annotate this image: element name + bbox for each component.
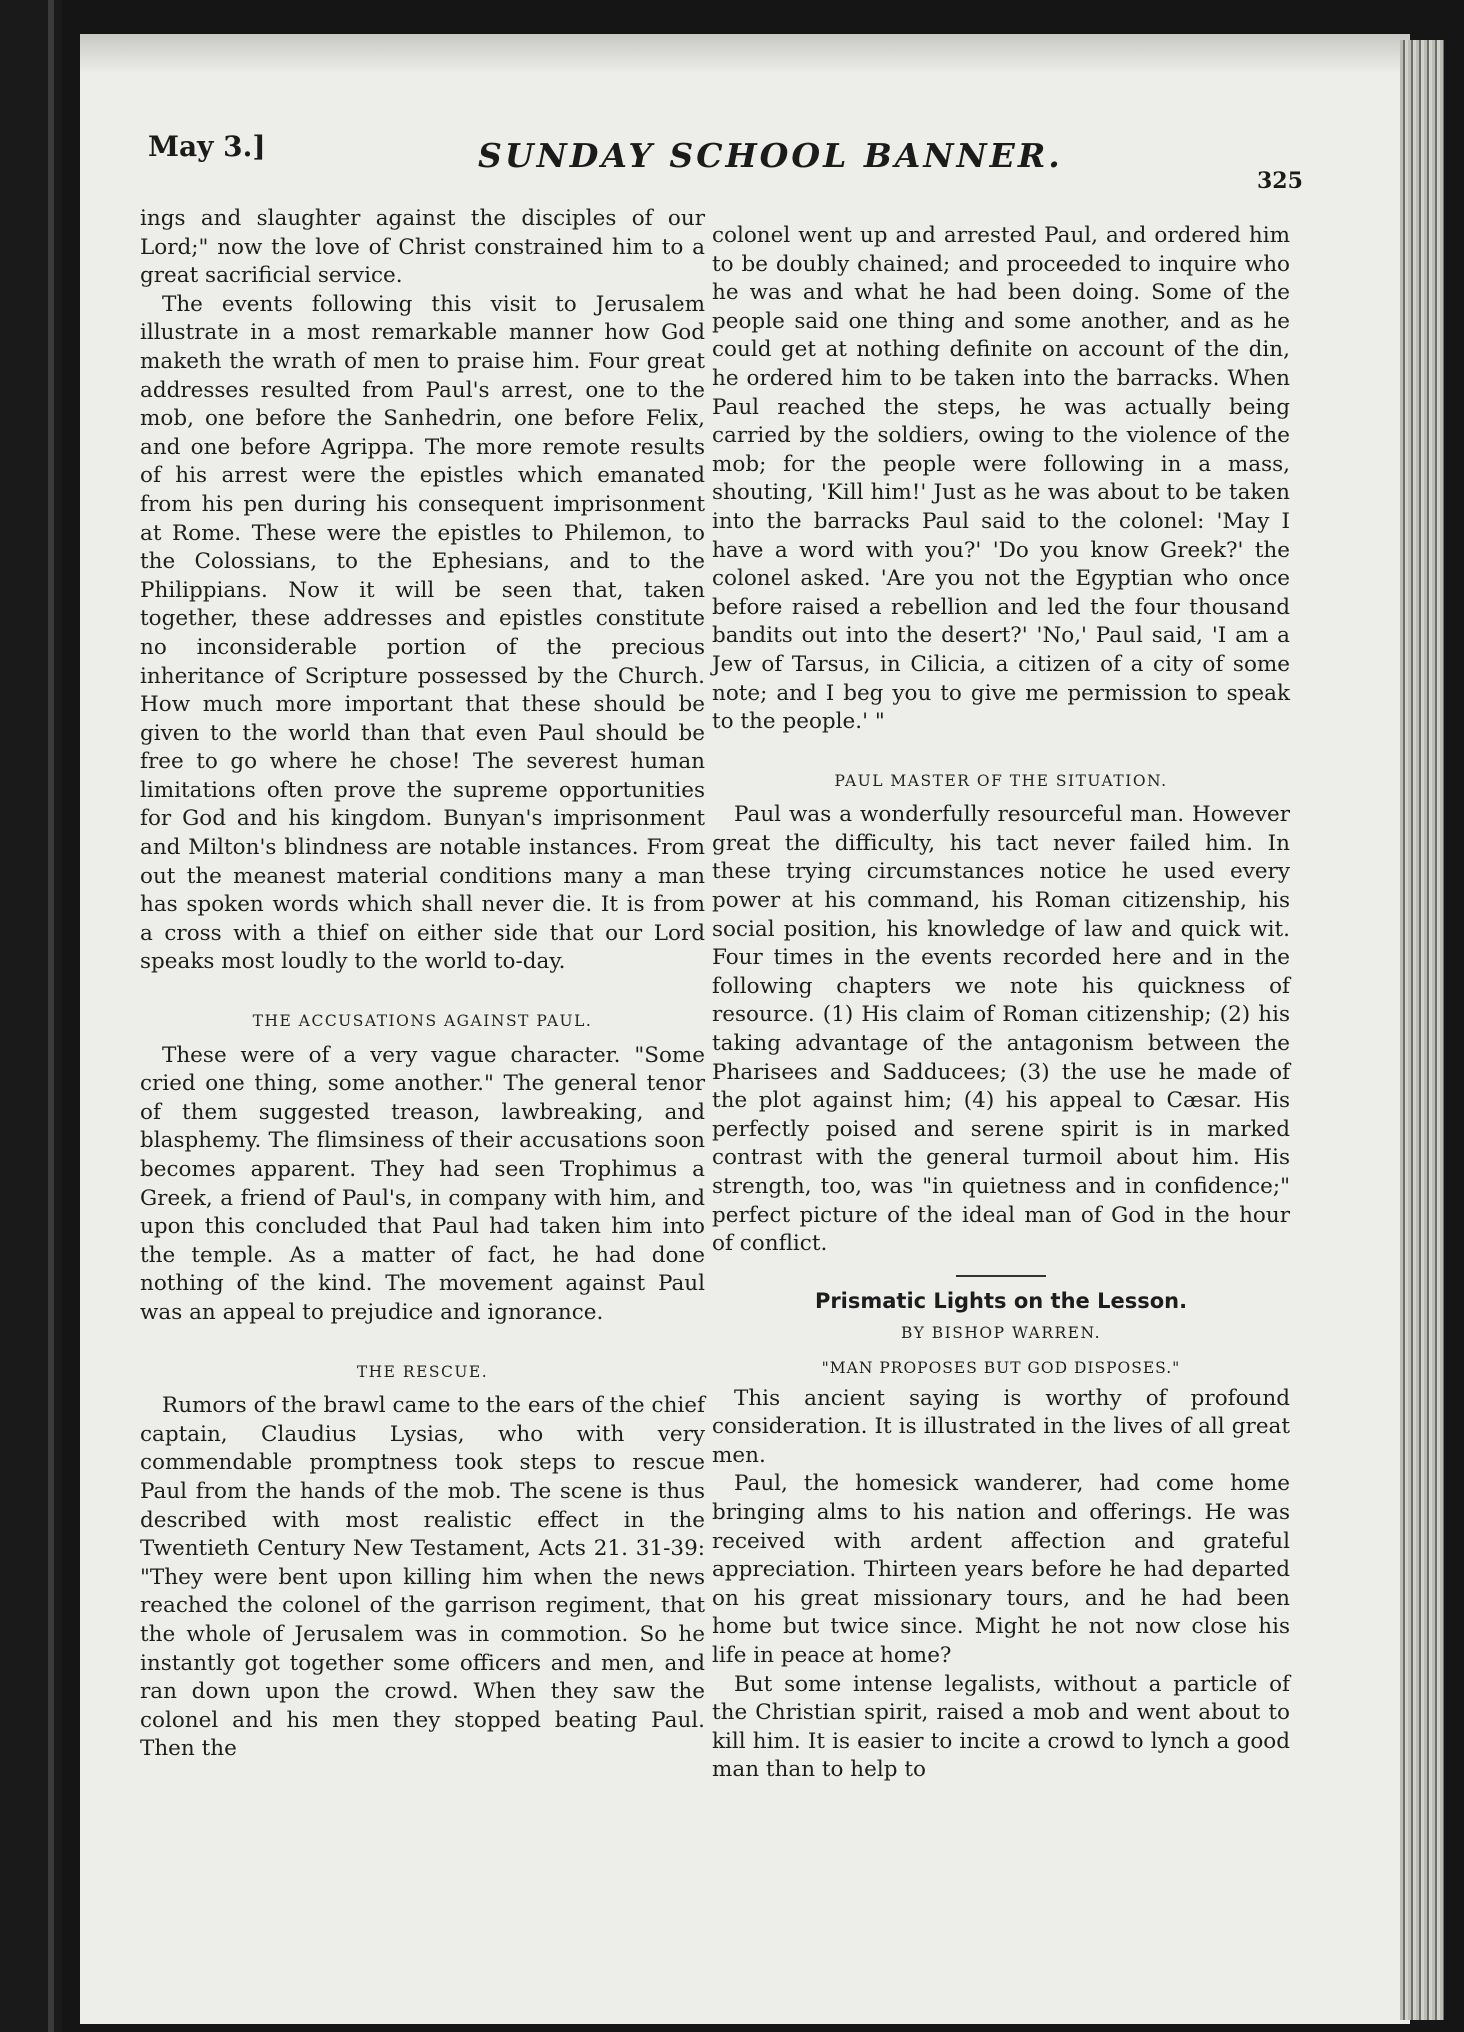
paragraph: The events following this visit to Jerusalem illustrate in a most remarkable manner how God maketh the wrath of men to praise him. Four great addresses resulted from Paul's arrest, one to the mob, one before the Sanhedrin, one before Felix, and one before Agrippa. The more remote results of his arrest were the epistles which emanated from his pen during his consequent imprisonment at Rome. These were the epistles to Philemon, to the Colossians, to the Ephesians, and to the Philippians. Now it will be seen that, taken together, these addresses and epistles constitute no inconsiderable portion of the precious inheritance of Scripture possessed by the Church. How much more important that these should be given to the world than that even Paul should be free to go where he chose! The severest human limitations often prove the supreme opportunities for God and his kingdom. Bunyan's imprisonment and Milton's blindness are notable instances. From out the meanest material conditions many a man has spoken words which shall never die. It is from a cross with a thief on either side that our Lord speaks most loudly to the world to-day. bbox=[140, 291, 705, 975]
paragraph: This ancient saying is worthy of profound consideration. It is illustrated in the lives of all great men. bbox=[712, 1385, 1290, 1468]
paragraph: These were of a very vague character. "Some cried one thing, some another." The general tenor of them suggested treason, lawbreaking, and blasphemy. The flimsiness of their accusations soon becomes apparent. They had seen Trophimus a Greek, a friend of Paul's, in company with him, and upon this concluded that Paul had taken him into the temple. As a matter of fact, he had done nothing of the kind. The movement against Paul was an appeal to prejudice and ignorance. bbox=[140, 1042, 705, 1325]
right-column bbox=[712, 222, 1290, 1785]
section-heading: PAUL MASTER OF THE SITUATION. bbox=[834, 771, 1168, 790]
running-head-title: SUNDAY SCHOOL BANNER. bbox=[478, 136, 1063, 175]
page-edges bbox=[1400, 40, 1444, 2020]
byline: BY BISHOP WARREN. bbox=[901, 1324, 1101, 1343]
paragraph: colonel went up and arrested Paul, and ordered him to be doubly chained; and proceeded to inquire who he was and what he had been doing. Some of the people said one thing and some another, and as he could get at nothing definite on account of the din, he ordered him to be taken into the barracks. When Paul reached the steps, he was actually being carried by the soldiers, owing to the violence of the mob; for the people were following in a mass, shouting, 'Kill him!' Just as he was about to be taken into the barracks Paul said to the colonel: 'May I have a word with you?' 'Do you know Greek?' the colonel asked. 'Are you not the Egyptian who once before raised a rebellion and led the four thousand bandits out into the desert?' 'No,' Paul said, 'I am a Jew of Tarsus, in Cilicia, a citizen of a city of some note; and I beg you to give me permission to speak to the people.' " bbox=[712, 223, 1290, 735]
left-column bbox=[140, 205, 705, 1764]
paragraph: Rumors of the brawl came to the ears of the chief captain, Claudius Lysias, who with very commendable promptness took steps to rescue Paul from the hands of the mob. The scene is thus described with most realistic effect in the Twentieth Century New Testament, Acts 21. 31-39: "They were bent upon killing him when the news reached the colonel of the garrison regiment, that the whole of Jerusalem was in commotion. So he instantly got together some officers and men, and ran down upon the crowd. When they saw the colonel and his men they stopped beating Paul. Then the bbox=[140, 1393, 705, 1762]
page-top-shadow bbox=[80, 34, 1410, 74]
section-heading: THE RESCUE. bbox=[356, 1362, 489, 1381]
paragraph: Paul, the homesick wanderer, had come home bringing alms to his nation and offerings. He was received with ardent affection and grateful appreciation. Thirteen years before he had departed on his great missionary tours, and he had been home but twice since. Might he not now close his life in peace at home? bbox=[712, 1471, 1290, 1668]
page-number: 325 bbox=[1257, 168, 1303, 194]
paragraph: ings and slaughter against the disciples of our Lord;" now the love of Christ constrained him to a great sacrificial service. bbox=[140, 206, 705, 289]
section-heading: THE ACCUSATIONS AGAINST PAUL. bbox=[252, 1012, 593, 1031]
article-title: Prismatic Lights on the Lesson. bbox=[814, 1288, 1188, 1313]
paragraph: But some intense legalists, without a particle of the Christian spirit, raised a mob and went about to kill him. It is easier to incite a crowd to lynch a good man than to help to bbox=[712, 1671, 1290, 1783]
divider bbox=[956, 1275, 1046, 1277]
paragraph: Paul was a wonderfully resourceful man. However great the difficulty, his tact never failed him. In these trying circumstances notice he used every power at his command, his Roman citizenship, his social position, his knowledge of law and quick wit. Four times in the events recorded here and in the following chapters we note his quickness of resource. (1) His claim of Roman citizenship; (2) his taking advantage of the antagonism between the Pharisees and Sadducees; (3) the use he made of the plot against him; (4) his appeal to Cæsar. His perfectly poised and serene spirit is in marked contrast with the general turmoil about him. His strength, too, was "in quietness and in confidence;" perfect picture of the ideal man of God in the hour of conflict. bbox=[712, 802, 1290, 1257]
binding-edge bbox=[48, 0, 54, 2032]
running-head-date: May 3.] bbox=[148, 130, 266, 163]
motto-heading: "MAN PROPOSES BUT GOD DISPOSES." bbox=[821, 1358, 1181, 1377]
